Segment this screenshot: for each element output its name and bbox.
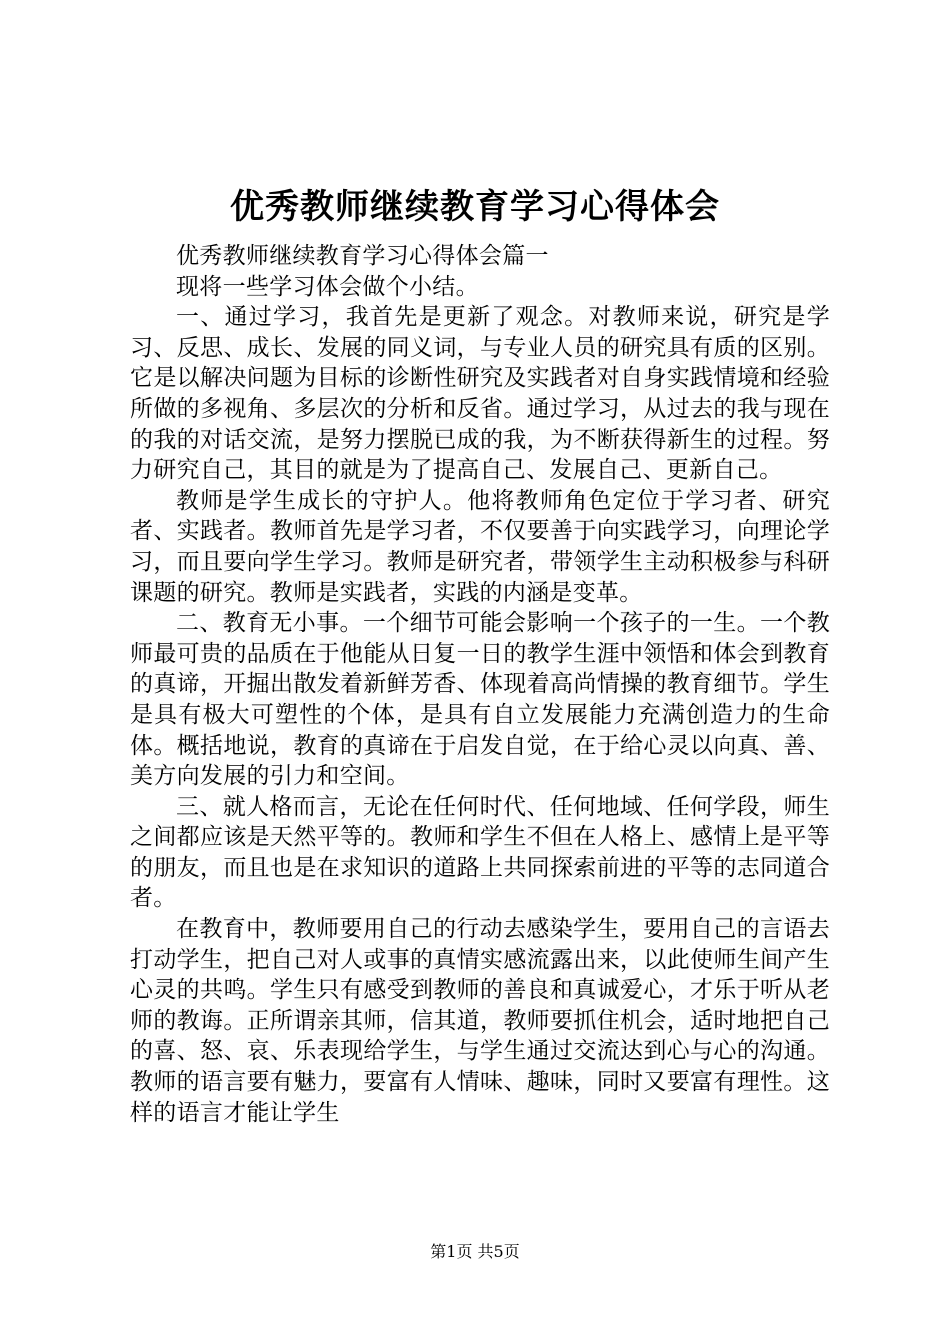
paragraph-subtitle: 优秀教师继续教育学习心得体会篇一 bbox=[176, 243, 549, 269]
document-body bbox=[130, 241, 830, 1128]
document-title: 优秀教师继续教育学习心得体会 bbox=[230, 187, 720, 227]
paragraph-intro: 现将一些学习体会做个小结。 bbox=[176, 273, 479, 300]
paragraph-teacher-role: 教师是学生成长的守护人。他将教师角色定位于学习者、研究者、实践者。教师首先是学习者，不仅要善于向实践学习，向理论学习，而且要向学生学习。教师是研究者，带领学生主动积极参与科研课题的研究。教师是实践者，实践的内涵是变革。 bbox=[130, 487, 830, 606]
paragraph-education-practice: 在教育中，教师要用自己的行动去感染学生，要用自己的言语去打动学生，把自己对人或事的真情实感流露出来，以此使师生间产生心灵的共鸣。学生只有感受到教师的善良和真诚爱心，才乐于听从老师的教诲。正所谓亲其师，信其道，教师要抓住机会，适时地把自己的喜、怒、哀、乐表现给学生，与学生通过交流达到心与心的沟通。教师的语言要有魅力，要富有人情味、趣味，同时又要富有理性。这样的语言才能让学生 bbox=[130, 916, 830, 1126]
page-number-footer: 第1页 共5页 bbox=[430, 1242, 520, 1261]
paragraph-section-3: 三、就人格而言，无论在任何时代、任何地域、任何学段，师生之间都应该是天然平等的。教师和学生不但在人格上、感情上是平等的朋友，而且也是在求知识的道路上共同探索前进的平等的志同道合者。 bbox=[130, 793, 830, 912]
paragraph-section-2: 二、教育无小事。一个细节可能会影响一个孩子的一生。一个教师最可贵的品质在于他能从日复一日的教学生涯中领悟和体会到教育的真谛，开掘出散发着新鲜芳香、体现着高尚情操的教育细节。学生是具有极大可塑性的个体，是具有自立发展能力充满创造力的生命体。概括地说，教育的真谛在于启发自觉，在于给心灵以向真、善、美方向发展的引力和空间。 bbox=[130, 610, 830, 790]
paragraph-section-1: 一、通过学习，我首先是更新了观念。对教师来说，研究是学习、反思、成长、发展的同义词，与专业人员的研究具有质的区别。它是以解决问题为目标的诊断性研究及实践者对自身实践情境和经验所做的多视角、多层次的分析和反省。通过学习，从过去的我与现在的我的对话交流，是努力摆脱已成的我，为不断获得新生的过程。努力研究自己，其目的就是为了提高自己、发展自己、更新自己。 bbox=[130, 304, 830, 484]
